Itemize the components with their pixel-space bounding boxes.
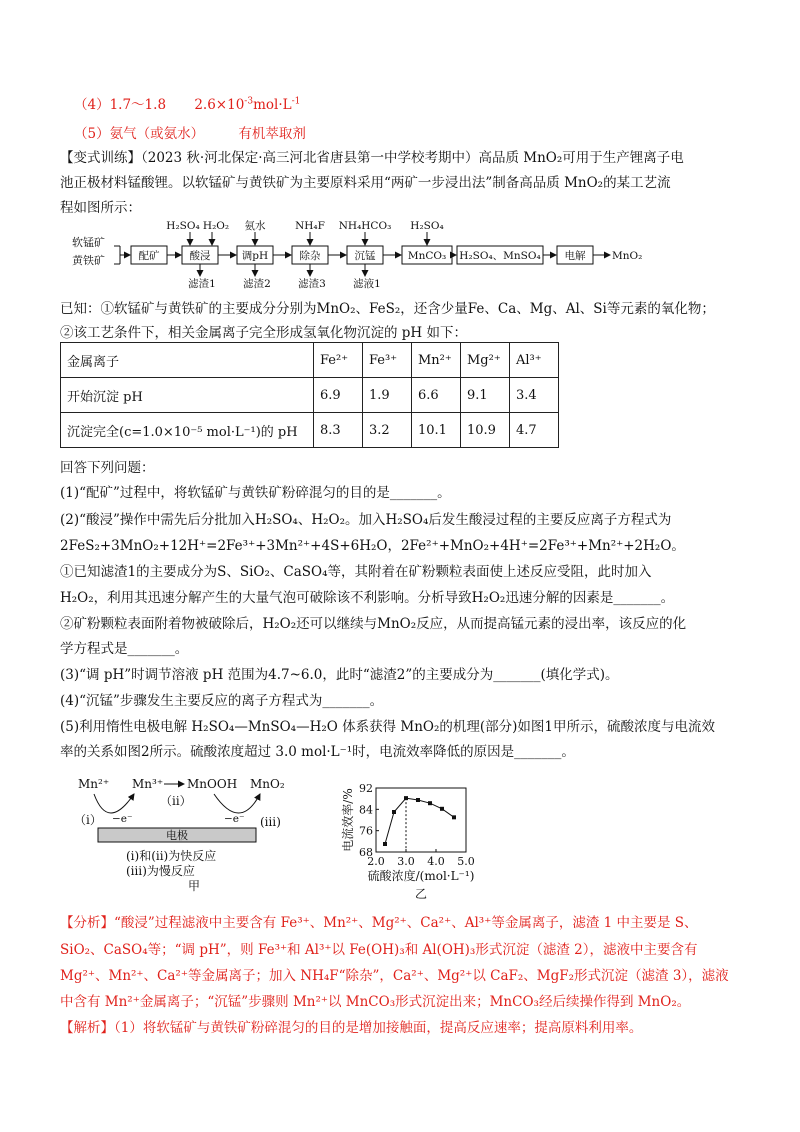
analysis-line-3: Mg²⁺、Mn²⁺、Ca²⁺等金属离子；加入 NH₄F“除杂”，Ca²⁺、Mg²⁺以 CaF₂、MgF₂形式沉淀（滤渣 3），滤液 — [60, 968, 729, 984]
ph-table — [60, 342, 559, 448]
reagent-nh4hco3: NH₄HCO₃ — [338, 220, 392, 232]
reagent-ammonia: 氨水 — [244, 220, 266, 232]
table-cell: Fe³⁺ — [363, 343, 412, 378]
answer-4-unit-exp: -1 — [291, 96, 301, 107]
product-mno2: MnO₂ — [612, 250, 643, 262]
caption-jia: 甲 — [188, 879, 201, 893]
answer-5 — [74, 122, 306, 142]
x-axis-label: 硫酸浓度/(mol·L⁻¹) — [367, 869, 475, 883]
y-tick-label: 68 — [359, 846, 373, 859]
question-2a-line-1: ①已知滤渣1的主要成分为S、SiO₂、CaSO₄等，其附着在矿粉颗粒表面使上述反应受阻，此时加入 — [60, 564, 652, 580]
input-pyrite: 黄铁矿 — [72, 254, 105, 267]
solution-text-1: （1）将软锰矿与黄铁矿粉碎混匀的目的是增加接触面，提高反应速率；提高原料利用率。 — [114, 1020, 643, 1036]
answer-4 — [74, 93, 300, 113]
intro-line-2: 池正极材料锰酸锂。以软锰矿与黄铁矿为主要原料采用“两矿一步浸出法”制备高品质 MnO₂的某工艺流 — [60, 175, 671, 191]
question-4: (4)“沉锰”步骤发生主要反应的离子方程式为_______。 — [60, 693, 384, 709]
question-5-line-2: 率的关系如图2所示。硫酸浓度超过 3.0 mol·L⁻¹时，电流效率降低的原因是_______。 — [60, 744, 575, 760]
output-residue-1: 滤渣1 — [188, 278, 216, 290]
x-tick-label: 2.0 — [367, 855, 385, 868]
x-tick-label: 5.0 — [457, 855, 475, 868]
table-cell: 开始沉淀 pH — [61, 378, 314, 413]
table-cell: 沉淀完全(c=1.0×10⁻⁵ mol·L⁻¹)的 pH — [61, 413, 314, 448]
data-point — [440, 807, 444, 811]
electrode-label: 电极 — [166, 829, 188, 842]
box-adjust-ph: 调pH — [241, 250, 269, 262]
table-cell: 4.7 — [510, 413, 559, 448]
table-row — [61, 378, 559, 413]
efficiency-chart — [316, 770, 486, 901]
data-point — [416, 798, 420, 802]
data-point — [383, 842, 387, 846]
answer-4-value: 2.6×10 — [194, 97, 245, 113]
series-line — [385, 798, 454, 844]
x-tick-label: 4.0 — [427, 855, 445, 868]
reagent-h2so4-2: H₂SO₄ — [410, 220, 444, 232]
question-intro: 回答下列问题： — [60, 460, 155, 476]
question-2b-line-2: 学方程式是_______。 — [60, 641, 189, 657]
data-point — [452, 815, 456, 819]
data-point — [404, 796, 408, 800]
question-2-line-2: 2FeS₂+3MnO₂+12H⁺=2Fe³⁺+3Mn²⁺+4S+6H₂O，2Fe²⁺+MnO₂+4H⁺=2Fe³⁺+Mn²⁺+2H₂O。 — [60, 538, 685, 554]
table-cell: 3.4 — [510, 378, 559, 413]
box-precipitate-mn: 沉锰 — [354, 250, 376, 262]
solution-line-1 — [60, 1016, 642, 1040]
species-mn2: Mn²⁺ — [78, 777, 110, 791]
species-mn3: Mn³⁺ — [132, 777, 164, 791]
analysis-line-2: SiO₂、CaSO₄等；“调 pH”，则 Fe³⁺和 Al³⁺以 Fe(OH)₃和 Al(OH)₃形式沉淀（滤渣 2），滤液中主要含有 — [60, 942, 698, 958]
analysis-line-4: 中含有 Mn²⁺金属离子；“沉锰”步骤则 Mn²⁺以 MnCO₃形式沉淀出来；MnCO₃经后续操作得到 MnO₂。 — [60, 994, 691, 1010]
question-2a-line-2: H₂O₂，利用其迅速分解产生的大量气泡可破除该不利影响。分析导致H₂O₂迅速分解的因素是_______。 — [60, 590, 675, 606]
table-header-row — [61, 343, 559, 378]
plot-frame — [376, 788, 466, 852]
electron-label-1: −e⁻ — [112, 813, 133, 825]
y-tick-label: 76 — [359, 824, 373, 838]
box-acid-leach: 酸浸 — [189, 250, 211, 262]
intro-line-1: 【变式训练】（2023 秋·河北保定·高三河北省唐县第一中学校考期中）高品质 MnO₂可用于生产锂离子电 — [60, 150, 684, 166]
caption-yi: 乙 — [414, 887, 428, 901]
analysis-line-1 — [60, 911, 698, 935]
table-cell: Mg²⁺ — [461, 343, 510, 378]
answer-4-exp: -3 — [244, 96, 254, 107]
solution-tag: 【解析】 — [60, 1020, 114, 1036]
note-fast: (ⅰ)和(ⅱ)为快反应 — [126, 849, 217, 863]
table-cell: 8.3 — [314, 413, 363, 448]
table-cell: 9.1 — [461, 378, 510, 413]
reagent-h2so4: H₂SO₄ — [166, 220, 200, 232]
known-line-1: 已知：①软锰矿与黄铁矿的主要成分分别为MnO₂、FeS₂，还含少量Fe、Ca、Mg、Al、Si等元素的氧化物； — [60, 301, 715, 317]
y-axis-label: 电流效率/% — [341, 788, 355, 852]
input-pyrolusite: 软锰矿 — [72, 236, 105, 249]
y-tick-label: 84 — [359, 803, 373, 817]
question-2b-line-1: ②矿粉颗粒表面附着物被破除后，H₂O₂还可以继续与MnO₂反应，从而提高锰元素的浸出率，该反应的化 — [60, 616, 687, 632]
question-2-line-1: (2)“酸浸”操作中需先后分批加入H₂SO₄、H₂O₂。加入H₂SO₄后发生酸浸过程的主要反应离子方程式为 — [60, 512, 672, 528]
box-h2so4-mnso4: H₂SO₄、MnSO₄ — [459, 250, 541, 262]
data-point — [392, 810, 396, 814]
step-ii: （ⅱ） — [160, 794, 192, 808]
data-point — [428, 801, 432, 805]
reagent-nh4f: NH₄F — [295, 220, 325, 232]
table-cell: Fe²⁺ — [314, 343, 363, 378]
x-tick-label: 3.0 — [397, 855, 415, 868]
question-3: (3)“调 pH”时调节溶液 pH 范围为4.7~6.0，此时“滤渣2”的主要成分为_______(填化学式)。 — [60, 667, 619, 683]
output-residue-2: 滤渣2 — [243, 278, 271, 290]
table-cell: 金属离子 — [61, 343, 314, 378]
electron-label-2: −e⁻ — [224, 813, 245, 825]
table-cell: 1.9 — [363, 378, 412, 413]
step-iii: (ⅲ) — [260, 815, 281, 829]
table-cell: 6.9 — [314, 378, 363, 413]
box-mnco3: MnCO₃ — [407, 250, 447, 262]
output-residue-3: 滤渣3 — [298, 278, 326, 290]
table-cell: 10.9 — [461, 413, 510, 448]
box-remove-impurity: 除杂 — [299, 250, 321, 262]
question-1: (1)“配矿”过程中，将软锰矿与黄铁矿粉碎混匀的目的是_______。 — [60, 485, 451, 501]
answer-5-b: 有机萃取剂 — [238, 126, 306, 142]
answer-4-unit: mol·L — [253, 97, 292, 113]
analysis-text-1: “酸浸”过程滤液中主要含有 Fe³⁺、Mn²⁺、Mg²⁺、Ca²⁺、Al³⁺等金属离子，滤渣 1 中主要是 S、 — [114, 915, 698, 931]
box-electrolysis: 电解 — [564, 250, 586, 262]
species-mno2: MnO₂ — [250, 777, 285, 791]
step-i: （ⅰ） — [74, 813, 102, 827]
table-cell: 3.2 — [363, 413, 412, 448]
process-flow-diagram — [68, 218, 668, 290]
output-filtrate-1: 滤液1 — [353, 278, 381, 290]
species-mnooh: MnOOH — [187, 777, 238, 791]
table-cell: 10.1 — [412, 413, 461, 448]
y-tick-label: 92 — [359, 782, 373, 795]
analysis-tag: 【分析】 — [60, 915, 114, 931]
answer-5-a: （5）氨气（或氨水） — [74, 126, 205, 142]
table-cell: Al³⁺ — [510, 343, 559, 378]
question-5-line-1: (5)利用惰性电极电解 H₂SO₄—MnSO₄—H₂O 体系获得 MnO₂的机理(部分)如图1甲所示，硫酸浓度与电流效 — [60, 719, 716, 735]
known-line-2: ②该工艺条件下，相关金属离子完全形成氢氧化物沉淀的 pH 如下： — [60, 325, 467, 341]
reagent-h2o2: H₂O₂ — [202, 220, 230, 232]
mechanism-figure — [74, 770, 304, 893]
box-ore-mixing: 配矿 — [138, 250, 160, 262]
table-cell: 6.6 — [412, 378, 461, 413]
table-row — [61, 413, 559, 448]
table-cell: Mn²⁺ — [412, 343, 461, 378]
intro-line-3: 程如图所示： — [60, 200, 141, 216]
answer-4-range: （4）1.7～1.8 — [74, 97, 167, 113]
note-slow: (ⅲ)为慢反应 — [126, 864, 195, 878]
